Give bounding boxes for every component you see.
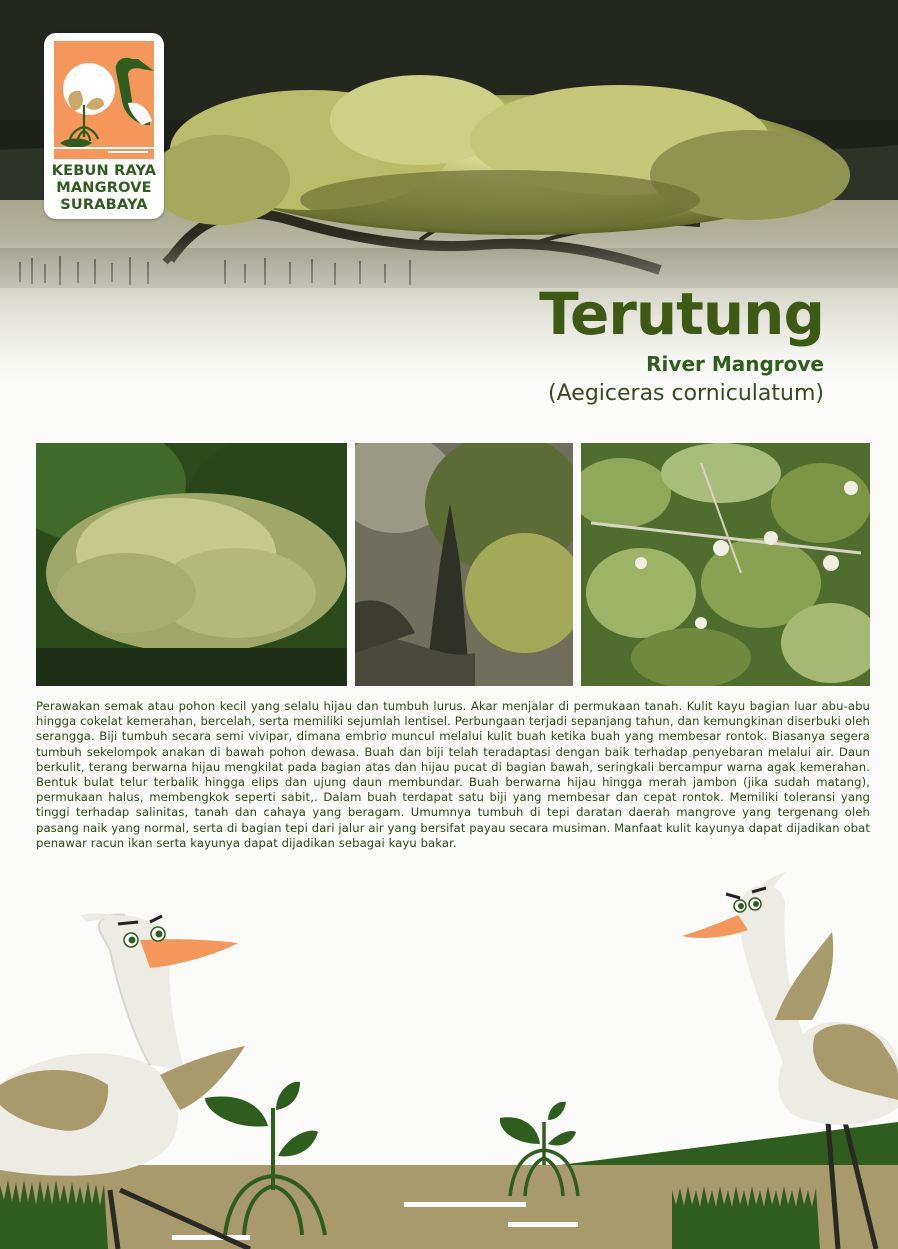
heron-mangrove-logo-icon [54,41,154,159]
photo-trunk [355,443,573,686]
photo-shrub [36,443,347,686]
species-title: Terutung [539,280,824,348]
logo-line-1: KEBUN RAYA [51,163,157,179]
logo-line-3: SURABAYA [60,197,148,213]
logo-line-2: MANGROVE [56,180,152,196]
common-name: River Mangrove [646,352,824,376]
garden-logo [44,33,164,219]
species-description: Perawakan semak atau pohon kecil yang selalu hijau dan tumbuh lurus. Akar menjalar di permukaan tanah. Kulit kayu bagian luar abu-abu hingga cokelat kemerahan, bercelah, serta memiliki sejumlah lentisel. Perbungaan terjadi sepanjang tahun, dan kemungkinan diserbuki oleh serangga. Biji tumbuh secara semi vivipar, dimana embrio muncul melalui kulit buah ketika buah yang membesar rontok. Biasanya segera tumbuh sekelompok anakan di bawah pohon dewasa. Buah dan biji telah teradaptasi dengan baik terhadap penyebaran melalui air. Daun berkulit, terang berwarna hijau mengkilat pada bagian atas dan hijau pucat di bagian bawah, seringkali bercampur warna agak kemerahan. Bentuk bulat telur terbalik hingga elips dan ujung daun membundar. Buah berwarna hijau hingga merah jambon (jika sudah matang), permukaan halus, membengkok seperti sabit,. Dalam buah terdapat satu biji yang membesar dan cepat rontok. Memiliki toleransi yang tinggi terhadap salinitas, tanah dan cahaya yang beragam. Umumnya tumbuh di tepi daratan daerah mangrove yang tergenang oleh pasang naik yang normal, serta di bagian tepi dari jalur air yang bersifat payau secara musiman. Manfaat kulit kayunya dapat dijadikan obat penawar racun ikan serta kayunya dapat dijadikan sebagai kayu bakar. [36,699,870,850]
scientific-name: (Aegiceras corniculatum) [548,381,824,406]
photo-flowers [581,443,870,686]
heron-scene-illustration [0,860,898,1249]
